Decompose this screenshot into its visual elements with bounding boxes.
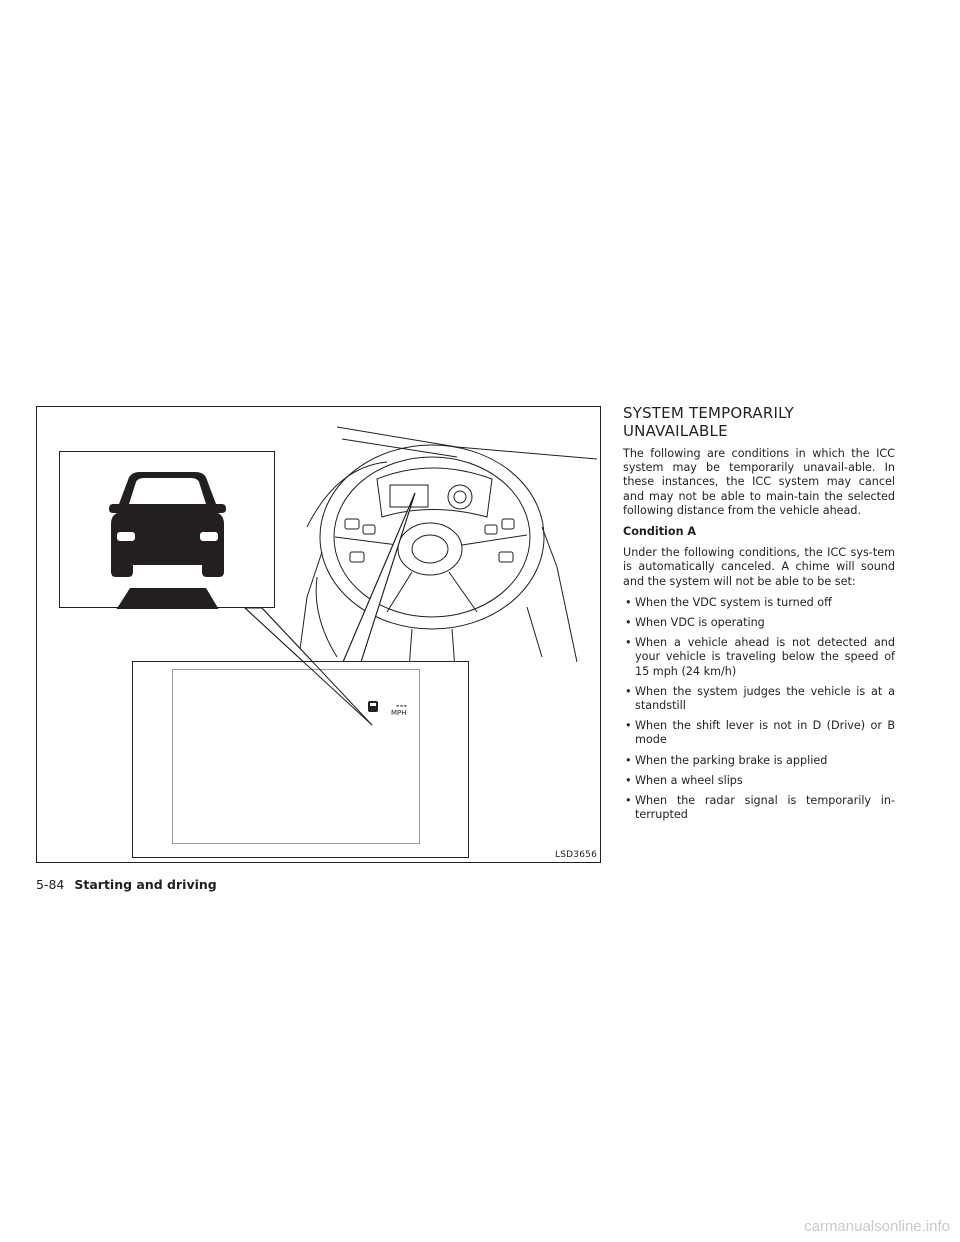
indicator-zoom-inset <box>59 451 275 608</box>
text-column <box>623 404 895 828</box>
list-item: • When the parking brake is applied <box>623 754 895 768</box>
condition-paragraph: Under the following conditions, the ICC sys-tem is automatically canceled. A chime will sound and the system will not be able to be set: <box>623 546 895 588</box>
intro-paragraph: The following are conditions in which the ICC system may be temporarily unavail-able. In these instances, the ICC system may cancel and may not be able to main-tain the selected following distance from the vehicle ahead. <box>623 447 895 517</box>
figure-code: LSD3656 <box>555 850 597 860</box>
speed-unit-label: MPH <box>391 709 407 717</box>
speed-display-dashes: --- <box>396 701 408 710</box>
section-name: Starting and driving <box>74 877 217 892</box>
list-item: • When the radar signal is temporarily in-terrupted <box>623 794 895 822</box>
list-item: • When a wheel slips <box>623 774 895 788</box>
vehicle-ahead-icon <box>60 452 276 609</box>
watermark: carmanualsonline.info <box>804 1218 950 1235</box>
section-heading: SYSTEM TEMPORARILY UNAVAILABLE <box>623 404 795 440</box>
car-indicator-icon <box>368 701 378 712</box>
list-item: • When the VDC system is turned off <box>623 596 895 610</box>
list-item: • When the system judges the vehicle is at a standstill <box>623 685 895 713</box>
list-item: • When the shift lever is not in D (Drive) or B mode <box>623 719 895 747</box>
page-number: 5-84 <box>36 877 65 892</box>
condition-list <box>623 596 895 823</box>
list-item: • When VDC is operating <box>623 616 895 630</box>
list-item: • When a vehicle ahead is not detected and your vehicle is traveling below the speed of 15 mph (24 km/h) <box>623 636 895 679</box>
figure-illustration <box>36 406 601 863</box>
page-footer <box>36 877 217 892</box>
condition-title: Condition A <box>623 525 697 539</box>
